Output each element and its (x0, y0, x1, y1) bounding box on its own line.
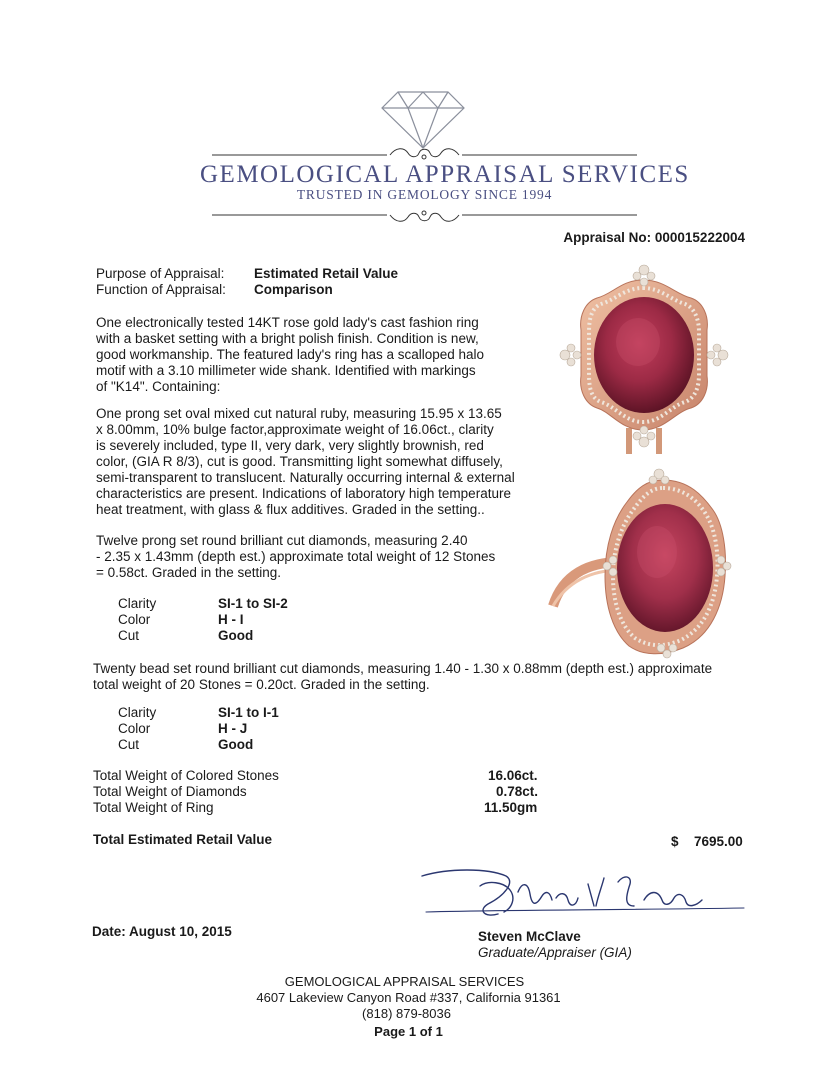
spec1-cut-label: Cut (118, 628, 140, 643)
ring-description-line: motif with a 3.10 millimeter wide shank. Identified with markings (96, 363, 476, 378)
total-colored-stones-label: Total Weight of Colored Stones (93, 768, 279, 783)
ruby-description-line: semi-transparent to translucent. Naturally occurring internal & external (96, 470, 515, 485)
ring-description (96, 315, 484, 395)
diamonds-description-2 (93, 661, 712, 693)
spec1-color-value: H - I (218, 612, 244, 627)
function-label: Function of Appraisal: (96, 282, 226, 297)
footer-address: 4607 Lakeview Canyon Road #337, California 91361 (256, 990, 561, 1005)
ring-description-line: with a basket setting with a bright polish finish. Condition is new, (96, 331, 479, 346)
spec1-clarity-value: SI-1 to SI-2 (218, 596, 288, 611)
purpose-value: Estimated Retail Value (254, 266, 399, 281)
ornament-divider-bottom (212, 205, 637, 225)
total-diamonds-label: Total Weight of Diamonds (93, 784, 247, 799)
ruby-description (96, 406, 515, 518)
ruby-description-line: characteristics are present. Indications of laboratory high temperature (96, 486, 511, 501)
ring-photo-front (543, 258, 745, 454)
spec2-clarity-label: Clarity (118, 705, 157, 720)
spec1-color-label: Color (118, 612, 151, 627)
total-retail-value-label: Total Estimated Retail Value (93, 832, 273, 847)
ring-description-line: good workmanship. The featured lady's ring has a scalloped halo (96, 347, 485, 362)
ring-description-line: of "K14". Containing: (96, 379, 221, 394)
total-ring-weight-label: Total Weight of Ring (93, 800, 214, 815)
diamonds-description-line: - 2.35 x 1.43mm (depth est.) approximate total weight of 12 Stones (96, 549, 496, 564)
diamonds-description-line: total weight of 20 Stones = 0.20ct. Graded in the setting. (93, 677, 430, 692)
spec2-cut-label: Cut (118, 737, 140, 752)
brand-name: GEMOLOGICAL APPRAISAL SERVICES (200, 161, 690, 188)
total-colored-stones-value: 16.06ct. (488, 768, 538, 783)
footer-company: GEMOLOGICAL APPRAISAL SERVICES (284, 974, 525, 989)
spec2-color-label: Color (118, 721, 151, 736)
diamonds-description-line: Twelve prong set round brilliant cut diamonds, measuring 2.40 (96, 533, 468, 548)
appraisal-number: Appraisal No: 000015222004 (563, 230, 745, 245)
diamonds-description-line: Twenty bead set round brilliant cut diamonds, measuring 1.40 - 1.30 x 0.88mm (depth est.) approximate (93, 661, 713, 676)
ruby-description-line: x 8.00mm, 10% bulge factor,approximate weight of 16.06ct., clarity (96, 422, 494, 437)
spec2-cut-value: Good (218, 737, 254, 752)
handwritten-signature-icon (418, 862, 748, 926)
function-value: Comparison (254, 282, 333, 297)
ring-description-line: One electronically tested 14KT rose gold lady's cast fashion ring (96, 315, 479, 330)
ruby-description-line: One prong set oval mixed cut natural ruby, measuring 15.95 x 13.65 (96, 406, 502, 421)
page-number: Page 1 of 1 (374, 1024, 443, 1039)
diamond-logo-icon (380, 88, 466, 150)
ruby-description-line: is severely included, type II, very dark, very slightly brownish, red (96, 438, 484, 453)
spec1-cut-value: Good (218, 628, 254, 643)
purpose-label: Purpose of Appraisal: (96, 266, 225, 281)
currency-symbol: $ (671, 834, 679, 849)
diamonds-description-line: = 0.58ct. Graded in the setting. (96, 565, 281, 580)
total-diamonds-value: 0.78ct. (496, 784, 539, 799)
total-retail-value-amount: 7695.00 (694, 834, 743, 849)
appraiser-title: Graduate/Appraiser (GIA) (478, 945, 632, 960)
ruby-description-line: color, (GIA R 8/3), cut is good. Transmitting light somewhat diffusely, (96, 454, 503, 469)
footer-phone: (818) 879-8036 (362, 1006, 451, 1021)
spec1-clarity-label: Clarity (118, 596, 157, 611)
spec2-color-value: H - J (218, 721, 248, 736)
appraiser-name: Steven McClave (478, 929, 581, 944)
spec2-clarity-value: SI-1 to I-1 (218, 705, 279, 720)
brand-tagline: TRUSTED IN GEMOLOGY SINCE 1994 (296, 187, 553, 202)
ring-photo-angle (543, 466, 745, 660)
diamonds-description-1 (96, 533, 495, 581)
appraisal-date: Date: August 10, 2015 (92, 924, 232, 939)
total-ring-weight-value: 11.50gm (484, 800, 538, 815)
ruby-description-line: heat treatment, with glass & flux additives. Graded in the setting.. (96, 502, 485, 517)
